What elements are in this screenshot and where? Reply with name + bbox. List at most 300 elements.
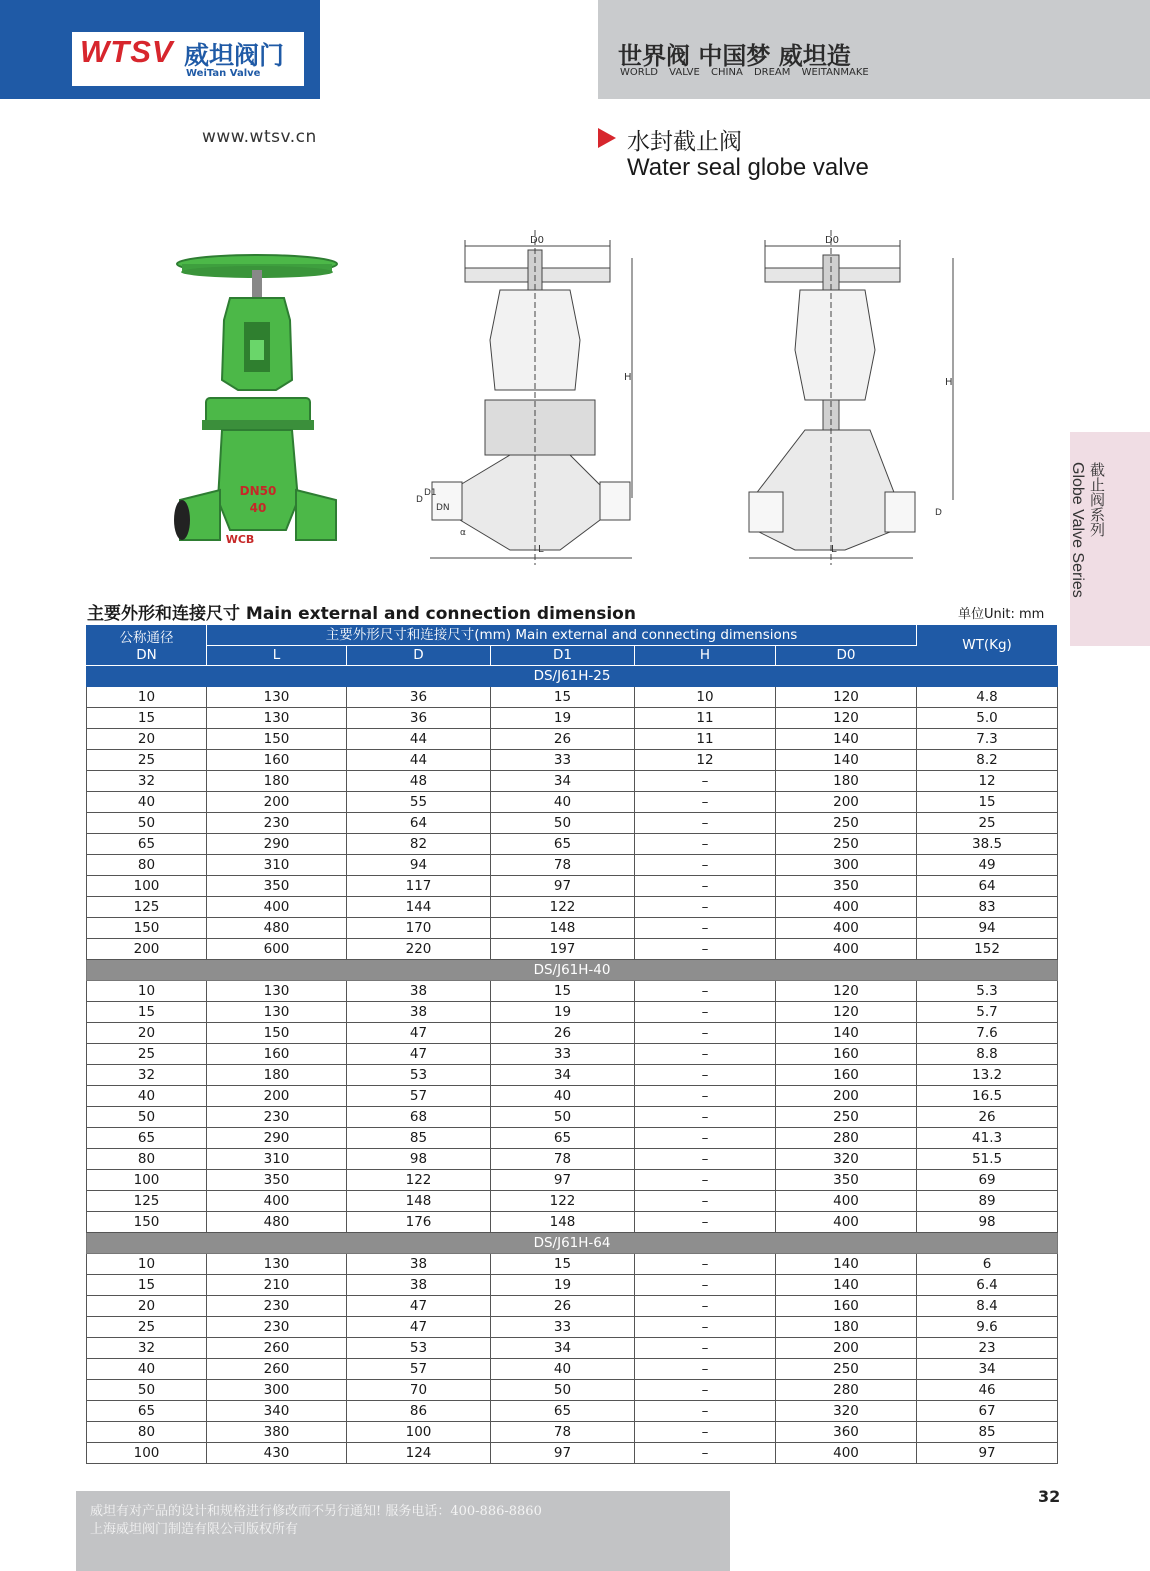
cell-h: – (635, 1422, 776, 1443)
cell-d1: 122 (491, 897, 635, 918)
cell-d1: 65 (491, 1128, 635, 1149)
cell-d1: 19 (491, 708, 635, 729)
dim-label-d0: D0 (824, 235, 840, 246)
cell-d1: 34 (491, 1065, 635, 1086)
cell-l: 400 (207, 897, 347, 918)
cell-d: 44 (347, 750, 491, 771)
cell-dn: 10 (87, 1254, 207, 1275)
cell-h: – (635, 1170, 776, 1191)
cell-l: 350 (207, 876, 347, 897)
cell-h: – (635, 1065, 776, 1086)
cell-l: 340 (207, 1401, 347, 1422)
cell-dn: 32 (87, 1065, 207, 1086)
cell-dn: 15 (87, 1275, 207, 1296)
table-row (87, 1212, 1058, 1233)
cell-d0: 280 (776, 1128, 917, 1149)
cell-h: – (635, 1107, 776, 1128)
cell-d: 220 (347, 939, 491, 960)
cell-dn: 10 (87, 981, 207, 1002)
cell-l: 180 (207, 1065, 347, 1086)
cell-wt: 34 (917, 1359, 1058, 1380)
cell-d: 100 (347, 1422, 491, 1443)
cell-d0: 400 (776, 1212, 917, 1233)
cell-d0: 120 (776, 1002, 917, 1023)
cell-wt: 51.5 (917, 1149, 1058, 1170)
cell-wt: 6 (917, 1254, 1058, 1275)
table-row (87, 855, 1058, 876)
group-header-row (87, 1233, 1058, 1254)
cell-dn: 50 (87, 813, 207, 834)
cell-d: 70 (347, 1380, 491, 1401)
cell-d: 57 (347, 1359, 491, 1380)
table-row (87, 1086, 1058, 1107)
cell-wt: 67 (917, 1401, 1058, 1422)
cell-d0: 400 (776, 918, 917, 939)
cell-d: 55 (347, 792, 491, 813)
cell-h: – (635, 897, 776, 918)
cell-d0: 350 (776, 876, 917, 897)
cell-d: 47 (347, 1023, 491, 1044)
cell-d: 44 (347, 729, 491, 750)
cell-dn: 100 (87, 1170, 207, 1191)
cell-dn: 20 (87, 729, 207, 750)
table-row (87, 1422, 1058, 1443)
cell-l: 310 (207, 855, 347, 876)
slogan: 世界阀 中国梦 威坦造 (618, 41, 851, 70)
cell-wt: 15 (917, 792, 1058, 813)
dim-label-d1: D1 (424, 488, 437, 498)
cell-wt: 83 (917, 897, 1058, 918)
cell-dn: 10 (87, 687, 207, 708)
cell-d0: 250 (776, 1107, 917, 1128)
cell-l: 150 (207, 1023, 347, 1044)
cell-d0: 140 (776, 1254, 917, 1275)
cell-wt: 25 (917, 813, 1058, 834)
cell-d1: 33 (491, 1317, 635, 1338)
photo-marking-size: DN50 (239, 484, 277, 498)
table-row (87, 1128, 1058, 1149)
cell-wt: 97 (917, 1443, 1058, 1464)
page-number: 32 (1038, 1487, 1061, 1506)
cell-d1: 78 (491, 1422, 635, 1443)
unit-label: 单位Unit: mm (958, 607, 1045, 622)
cell-d: 47 (347, 1044, 491, 1065)
table-row (87, 1170, 1058, 1191)
cell-l: 230 (207, 813, 347, 834)
cell-h: – (635, 1128, 776, 1149)
group-header-row (87, 960, 1058, 981)
cell-dn: 125 (87, 897, 207, 918)
cell-dn: 150 (87, 1212, 207, 1233)
table-row (87, 1002, 1058, 1023)
cell-d1: 33 (491, 750, 635, 771)
table-row (87, 1296, 1058, 1317)
cell-d: 38 (347, 981, 491, 1002)
cell-d0: 280 (776, 1380, 917, 1401)
col-header-l: L (207, 646, 347, 666)
cell-d0: 140 (776, 750, 917, 771)
cell-wt: 7.3 (917, 729, 1058, 750)
cell-d1: 65 (491, 1401, 635, 1422)
table-row (87, 1401, 1058, 1422)
cell-h: – (635, 855, 776, 876)
dim-label-dn: DN (436, 503, 450, 513)
cell-h: – (635, 1254, 776, 1275)
cell-d1: 26 (491, 729, 635, 750)
cell-dn: 80 (87, 1149, 207, 1170)
cell-l: 160 (207, 750, 347, 771)
cell-dn: 125 (87, 1191, 207, 1212)
valve-photo (160, 250, 350, 560)
model-group-label: DS/J61H-25 (87, 666, 1058, 687)
cell-h: – (635, 876, 776, 897)
cell-l: 380 (207, 1422, 347, 1443)
table-row (87, 813, 1058, 834)
cell-d1: 40 (491, 1359, 635, 1380)
cell-dn: 15 (87, 1002, 207, 1023)
cell-d1: 40 (491, 1086, 635, 1107)
cell-d0: 250 (776, 813, 917, 834)
cell-h: 11 (635, 708, 776, 729)
col-header-wt: WT(Kg) (917, 626, 1058, 666)
table-row (87, 939, 1058, 960)
cell-dn: 32 (87, 771, 207, 792)
cell-d: 82 (347, 834, 491, 855)
table-row (87, 981, 1058, 1002)
dimension-table-body (87, 666, 1058, 1464)
cell-l: 130 (207, 1002, 347, 1023)
cell-l: 180 (207, 771, 347, 792)
side-tab-label-en: Globe Valve Series (1069, 462, 1086, 598)
cell-d0: 180 (776, 771, 917, 792)
table-row (87, 1359, 1058, 1380)
cell-d0: 160 (776, 1065, 917, 1086)
cell-d0: 120 (776, 981, 917, 1002)
cell-h: – (635, 1296, 776, 1317)
footer-notice: 威坦有对产品的设计和规格进行修改而不另行通知! 服务电话：400-886-8860 (90, 1504, 542, 1519)
dim-label-h: H (624, 372, 632, 383)
cell-d1: 40 (491, 792, 635, 813)
cell-d1: 50 (491, 813, 635, 834)
dim-label-d: D (935, 508, 942, 518)
cell-d1: 19 (491, 1275, 635, 1296)
dimension-table (86, 625, 1058, 1464)
cell-wt: 152 (917, 939, 1058, 960)
cell-h: – (635, 1359, 776, 1380)
col-group-header: 主要外形尺寸和连接尺寸(mm) Main external and connecting dimensions (207, 626, 917, 646)
table-row (87, 1254, 1058, 1275)
cell-d: 176 (347, 1212, 491, 1233)
cell-wt: 94 (917, 918, 1058, 939)
cell-dn: 15 (87, 708, 207, 729)
cell-l: 600 (207, 939, 347, 960)
dim-label-d0: D0 (529, 235, 545, 246)
cell-d1: 97 (491, 876, 635, 897)
cell-h: – (635, 918, 776, 939)
cell-dn: 65 (87, 1128, 207, 1149)
table-row (87, 1065, 1058, 1086)
cell-dn: 20 (87, 1296, 207, 1317)
dim-label-l: L (831, 544, 837, 555)
cell-d1: 34 (491, 771, 635, 792)
cell-d1: 33 (491, 1044, 635, 1065)
col-header-d: D (347, 646, 491, 666)
table-row (87, 1317, 1058, 1338)
cell-d0: 400 (776, 1191, 917, 1212)
table-row (87, 771, 1058, 792)
cell-dn: 50 (87, 1107, 207, 1128)
cell-d: 57 (347, 1086, 491, 1107)
cell-l: 260 (207, 1359, 347, 1380)
col-header-h: H (635, 646, 776, 666)
cell-d1: 122 (491, 1191, 635, 1212)
model-group-label: DS/J61H-64 (87, 1233, 1058, 1254)
section-drawing-side (735, 230, 975, 565)
cell-d: 170 (347, 918, 491, 939)
cell-d0: 140 (776, 1275, 917, 1296)
table-row (87, 687, 1058, 708)
cell-h: 12 (635, 750, 776, 771)
col-header-d0: D0 (776, 646, 917, 666)
cell-d0: 160 (776, 1044, 917, 1065)
cell-h: – (635, 1023, 776, 1044)
cell-h: – (635, 1191, 776, 1212)
table-row (87, 1044, 1058, 1065)
cell-wt: 85 (917, 1422, 1058, 1443)
cell-l: 200 (207, 792, 347, 813)
cell-wt: 64 (917, 876, 1058, 897)
cell-d0: 320 (776, 1149, 917, 1170)
cell-dn: 40 (87, 1359, 207, 1380)
cell-dn: 80 (87, 1422, 207, 1443)
cell-d0: 250 (776, 834, 917, 855)
cell-d0: 250 (776, 1359, 917, 1380)
cell-wt: 7.6 (917, 1023, 1058, 1044)
table-row (87, 1443, 1058, 1464)
footer-copyright: 上海威坦阀门制造有限公司版权所有 (90, 1522, 299, 1537)
cell-h: 11 (635, 729, 776, 750)
cell-d1: 148 (491, 1212, 635, 1233)
dim-label-l: L (538, 544, 544, 555)
cell-l: 290 (207, 834, 347, 855)
cell-wt: 13.2 (917, 1065, 1058, 1086)
cell-h: – (635, 813, 776, 834)
cell-wt: 41.3 (917, 1128, 1058, 1149)
cell-wt: 6.4 (917, 1275, 1058, 1296)
photo-marking-pressure: 40 (249, 501, 267, 515)
cell-wt: 9.6 (917, 1317, 1058, 1338)
cell-d: 36 (347, 708, 491, 729)
cell-wt: 16.5 (917, 1086, 1058, 1107)
photo-marking-material: WCB (225, 533, 255, 546)
cell-l: 350 (207, 1170, 347, 1191)
cell-d0: 300 (776, 855, 917, 876)
group-header-row (87, 666, 1058, 687)
cell-h: – (635, 1443, 776, 1464)
cell-d0: 180 (776, 1317, 917, 1338)
cell-dn: 80 (87, 855, 207, 876)
product-title-cn: 水封截止阀 (627, 129, 742, 155)
cell-d1: 97 (491, 1443, 635, 1464)
cell-h: – (635, 1317, 776, 1338)
cell-l: 480 (207, 1212, 347, 1233)
cell-d1: 34 (491, 1338, 635, 1359)
cell-dn: 200 (87, 939, 207, 960)
cell-wt: 5.7 (917, 1002, 1058, 1023)
cell-h: – (635, 834, 776, 855)
cell-wt: 69 (917, 1170, 1058, 1191)
table-row (87, 729, 1058, 750)
cell-d1: 148 (491, 918, 635, 939)
cell-d: 117 (347, 876, 491, 897)
cell-l: 300 (207, 1380, 347, 1401)
cell-dn: 65 (87, 834, 207, 855)
cell-d: 36 (347, 687, 491, 708)
table-row (87, 792, 1058, 813)
table-row (87, 1023, 1058, 1044)
cell-d: 85 (347, 1128, 491, 1149)
cell-dn: 150 (87, 918, 207, 939)
cell-h: 10 (635, 687, 776, 708)
cell-d0: 140 (776, 729, 917, 750)
cell-wt: 23 (917, 1338, 1058, 1359)
cell-dn: 25 (87, 1044, 207, 1065)
col-header-dn-cn: 公称通径 (119, 629, 174, 646)
cell-d1: 15 (491, 687, 635, 708)
cell-l: 160 (207, 1044, 347, 1065)
cell-d: 122 (347, 1170, 491, 1191)
cell-wt: 49 (917, 855, 1058, 876)
cell-d1: 26 (491, 1023, 635, 1044)
cell-d: 53 (347, 1065, 491, 1086)
cell-h: – (635, 1149, 776, 1170)
product-title-en: Water seal globe valve (627, 154, 869, 181)
logo-english-name: WeiTan Valve (186, 68, 261, 79)
cell-wt: 26 (917, 1107, 1058, 1128)
cell-d: 94 (347, 855, 491, 876)
cell-l: 150 (207, 729, 347, 750)
cell-d1: 19 (491, 1002, 635, 1023)
cell-d: 47 (347, 1296, 491, 1317)
table-row (87, 897, 1058, 918)
cell-d1: 97 (491, 1170, 635, 1191)
cell-d0: 360 (776, 1422, 917, 1443)
cell-h: – (635, 1401, 776, 1422)
cell-h: – (635, 1212, 776, 1233)
logo-mark: WTSV (80, 34, 174, 69)
cell-d0: 400 (776, 1443, 917, 1464)
dim-label-d: D (416, 495, 423, 505)
cell-wt: 38.5 (917, 834, 1058, 855)
cell-h: – (635, 1086, 776, 1107)
cell-d: 38 (347, 1254, 491, 1275)
cell-d1: 197 (491, 939, 635, 960)
cell-d0: 200 (776, 1086, 917, 1107)
col-header-dn (87, 626, 207, 666)
cell-d: 124 (347, 1443, 491, 1464)
cell-dn: 100 (87, 1443, 207, 1464)
website-link[interactable]: www.wtsv.cn (202, 127, 317, 147)
cell-d: 86 (347, 1401, 491, 1422)
cell-d0: 140 (776, 1023, 917, 1044)
slogan-subtitle: WORLD VALVE CHINA DREAM WEITANMAKE (620, 67, 869, 78)
cell-wt: 46 (917, 1380, 1058, 1401)
cell-wt: 8.4 (917, 1296, 1058, 1317)
table-row (87, 750, 1058, 771)
dim-label-h: H (945, 377, 953, 388)
cell-d1: 78 (491, 855, 635, 876)
cell-dn: 40 (87, 792, 207, 813)
cell-h: – (635, 1044, 776, 1065)
cell-d0: 350 (776, 1170, 917, 1191)
cell-l: 130 (207, 981, 347, 1002)
table-row (87, 918, 1058, 939)
cell-dn: 100 (87, 876, 207, 897)
section-title: 主要外形和连接尺寸 Main external and connection dimension (87, 604, 636, 624)
cell-h: – (635, 771, 776, 792)
table-row (87, 708, 1058, 729)
cell-d1: 50 (491, 1107, 635, 1128)
cell-l: 480 (207, 918, 347, 939)
cell-l: 210 (207, 1275, 347, 1296)
cell-d: 148 (347, 1191, 491, 1212)
model-group-label: DS/J61H-40 (87, 960, 1058, 981)
col-header-d1: D1 (491, 646, 635, 666)
cell-l: 230 (207, 1107, 347, 1128)
table-row (87, 876, 1058, 897)
cell-l: 400 (207, 1191, 347, 1212)
cell-h: – (635, 939, 776, 960)
cell-dn: 25 (87, 1317, 207, 1338)
cell-d1: 15 (491, 1254, 635, 1275)
cell-d1: 15 (491, 981, 635, 1002)
cell-wt: 8.2 (917, 750, 1058, 771)
cell-d1: 78 (491, 1149, 635, 1170)
cell-d0: 120 (776, 687, 917, 708)
cell-d1: 65 (491, 834, 635, 855)
cell-l: 130 (207, 708, 347, 729)
cell-dn: 32 (87, 1338, 207, 1359)
cell-d0: 160 (776, 1296, 917, 1317)
cell-wt: 12 (917, 771, 1058, 792)
title-bullet-icon (598, 128, 616, 148)
cell-d0: 200 (776, 1338, 917, 1359)
cell-l: 130 (207, 687, 347, 708)
cell-wt: 98 (917, 1212, 1058, 1233)
cell-h: – (635, 1275, 776, 1296)
cell-l: 260 (207, 1338, 347, 1359)
cell-d: 48 (347, 771, 491, 792)
table-row (87, 1107, 1058, 1128)
logo-chinese-name: 威坦阀门 (184, 41, 285, 70)
cell-d: 53 (347, 1338, 491, 1359)
cell-l: 200 (207, 1086, 347, 1107)
cell-d1: 26 (491, 1296, 635, 1317)
cell-h: – (635, 792, 776, 813)
cell-d: 144 (347, 897, 491, 918)
cell-d: 64 (347, 813, 491, 834)
cell-h: – (635, 1380, 776, 1401)
cell-d: 47 (347, 1317, 491, 1338)
cell-wt: 4.8 (917, 687, 1058, 708)
cell-l: 130 (207, 1254, 347, 1275)
cell-l: 310 (207, 1149, 347, 1170)
table-row (87, 1149, 1058, 1170)
cell-wt: 8.8 (917, 1044, 1058, 1065)
cell-dn: 65 (87, 1401, 207, 1422)
cell-d: 38 (347, 1275, 491, 1296)
cell-d0: 400 (776, 939, 917, 960)
